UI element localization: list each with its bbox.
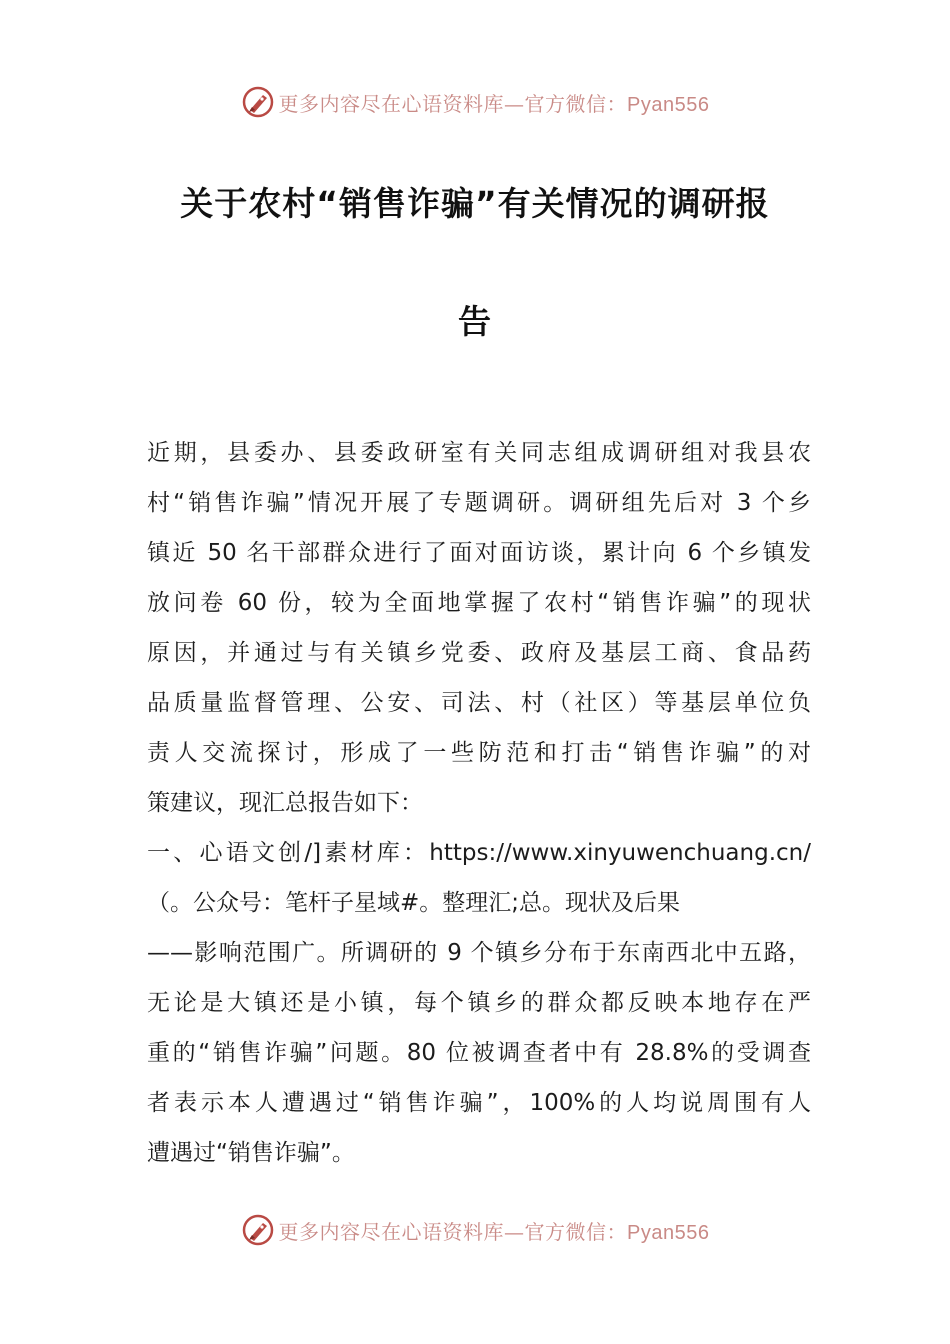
body-line: 遭遇过“销售诈骗”。 — [147, 1140, 355, 1166]
body-line: 无论是大镇还是小镇，每个镇乡的群众都反映本地存在严 — [147, 990, 811, 1016]
header-watermark — [0, 82, 950, 122]
body-line: 放问卷 60 份，较为全面地掌握了农村“销售诈骗”的现状 — [147, 590, 811, 616]
body-line: 责人交流探讨，形成了一些防范和打击“销售诈骗”的对 — [147, 740, 811, 766]
body-line-link: 一、心语文创/]素材库：https://www.xinyuwenchuang.cn/ — [147, 840, 811, 866]
body-line: 近期，县委办、县委政研室有关同志组成调研组对我县农 — [147, 440, 811, 466]
document-title: 关于农村“销售诈骗”有关情况的调研报 — [180, 184, 770, 223]
body-line: 策建议，现汇总报告如下： — [147, 790, 423, 816]
watermark-text: 更多内容尽在心语资料库—官方微信：Pyan556 — [278, 91, 710, 116]
body-line: 重的“销售诈骗”问题。80 位被调查者中有 28.8%的受调查 — [147, 1040, 811, 1066]
body-line: 原因，并通过与有关镇乡党委、政府及基层工商、食品药 — [147, 640, 811, 666]
body-line: （。公众号：笔杆子星域#。整理汇;总。现状及后果 — [147, 890, 681, 916]
watermark-text: 更多内容尽在心语资料库—官方微信：Pyan556 — [278, 1219, 710, 1244]
document-body — [147, 428, 811, 1178]
document-title-continued: 告 — [458, 302, 492, 341]
body-line: ——影响范围广。所调研的 9 个镇乡分布于东南西北中五路， — [147, 940, 811, 966]
body-line: 者表示本人遭遇过“销售诈骗”，100%的人均说周围有人 — [147, 1090, 811, 1116]
body-line: 村“销售诈骗”情况开展了专题调研。调研组先后对 3 个乡 — [147, 490, 811, 516]
body-line: 品质量监督管理、公安、司法、村（社区）等基层单位负 — [147, 690, 811, 716]
body-line: 镇近 50 名干部群众进行了面对面访谈，累计向 6 个乡镇发 — [147, 540, 811, 566]
pen-nib-logo-icon — [241, 85, 275, 119]
footer-watermark — [0, 1210, 950, 1250]
pen-nib-logo-icon — [241, 1213, 275, 1247]
